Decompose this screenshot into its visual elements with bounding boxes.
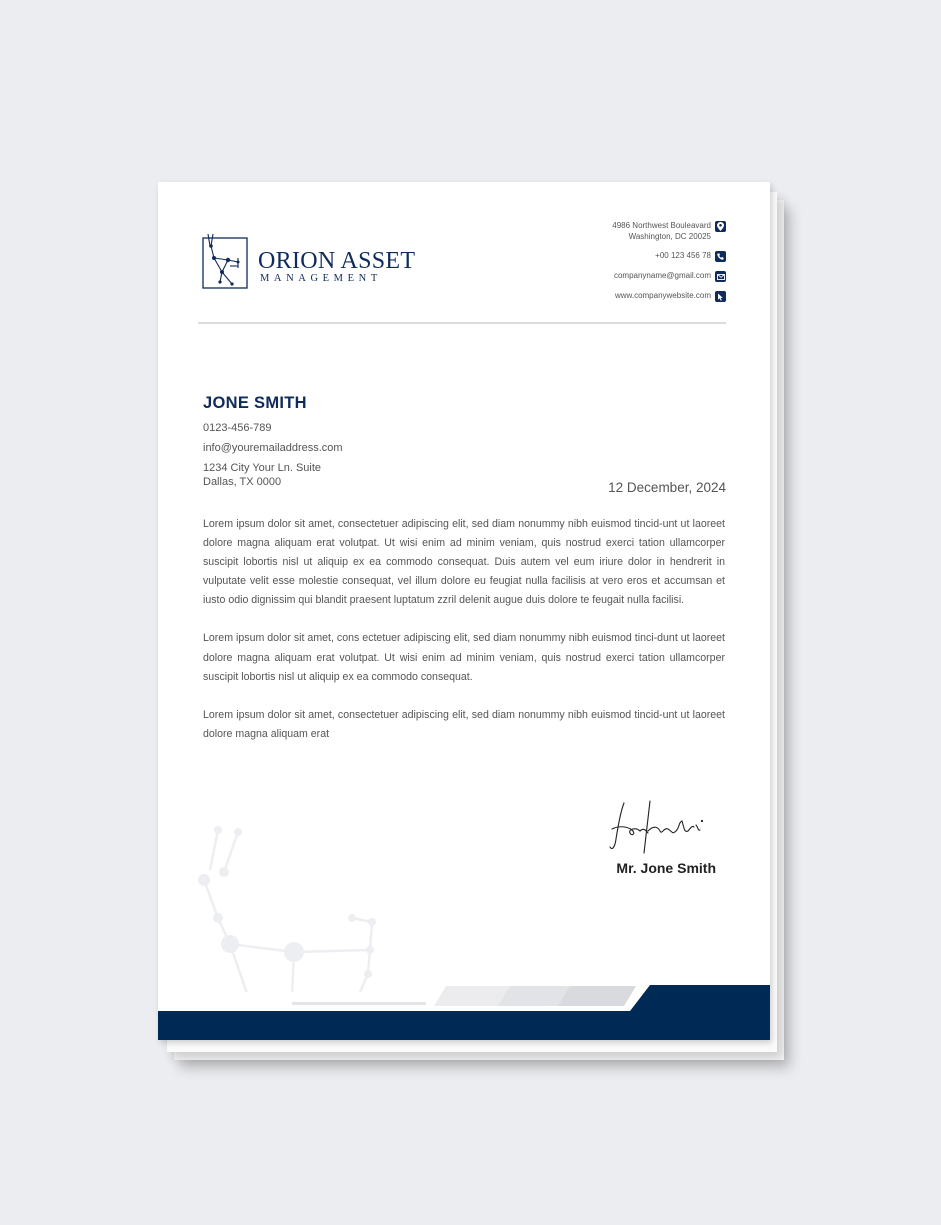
recipient-name: JONE SMITH [203,394,307,412]
paragraph-1: Lorem ipsum dolor sit amet, consectetuer adipiscing elit, sed diam nonummy nibh euismod tincid-unt ut laoreet dolore magna aliquam erat volutpat. Ut wisi enim ad minim veniam, quis nostrud exerci tation ullamcorper suscipit lobortis nisl ut aliquip ex ea commodo consequat. Duis autem vel eum iriure dolor in hendrerit in vulputate velit esse molestie consequat, vel illum dolore eu feugiat nulla facilisis at vero eros et accumsan et iusto odio dignissim qui blandit praesent luptatum zzril delenit augue duis dolore te feugait nulla facilisi. [203,518,725,607]
recipient-address-2: Dallas, TX 0000 [203,476,282,488]
letter-body [203,515,725,763]
constellation-watermark [188,822,388,992]
handwritten-signature [606,797,716,857]
phone-icon [715,251,726,262]
paragraph-2: Lorem ipsum dolor sit amet, cons ectetuer adipiscing elit, sed diam nonummy nibh euismod tinci-dunt ut laoreet dolore magna aliquam erat volutpat. Ut wisi enim ad minim veniam, quis nostrud exerci tation ullamcorper suscipit lobortis nisl ut aliquip ex ea commodo consequat. [203,632,725,683]
signatory-name: Mr. Jone Smith [616,860,716,876]
footer-gray-line [292,1002,426,1005]
letter-date: 12 December, 2024 [608,480,726,495]
company-tagline: MANAGEMENT [260,273,382,284]
location-icon [715,221,726,232]
recipient-email: info@youremailaddress.com [203,442,343,454]
website-text: www.companywebsite.com [614,291,711,300]
recipient-block [203,394,343,489]
email-row [612,270,726,282]
phone-row [612,250,726,262]
footer-band [158,980,770,1040]
address-line-1: 4986 Northwest Bouleavard [612,221,711,230]
email-text: companyname@gmail.com [613,271,711,280]
recipient-address-1: 1234 City Your Ln. Suite [203,462,322,474]
footer-stripe-3 [558,986,636,1006]
website-row [612,290,726,302]
email-icon [715,271,726,282]
recipient-phone: 0123-456-789 [203,422,272,434]
company-name: ORION ASSET [258,248,416,274]
company-logo [202,232,442,292]
address-line-2: Washington, DC 20025 [628,232,711,241]
constellation-logo-icon [202,232,254,292]
cursor-icon [715,291,726,302]
phone-text: +00 123 456 78 [655,251,711,260]
paragraph-3: Lorem ipsum dolor sit amet, consectetuer adipiscing elit, sed diam nonummy nibh euismod tincid-unt ut laoreet dolore magna aliquam erat [203,708,725,740]
letterhead-page [158,182,770,1040]
header-divider [198,322,726,324]
contact-block [612,220,726,310]
address-row [612,220,726,242]
